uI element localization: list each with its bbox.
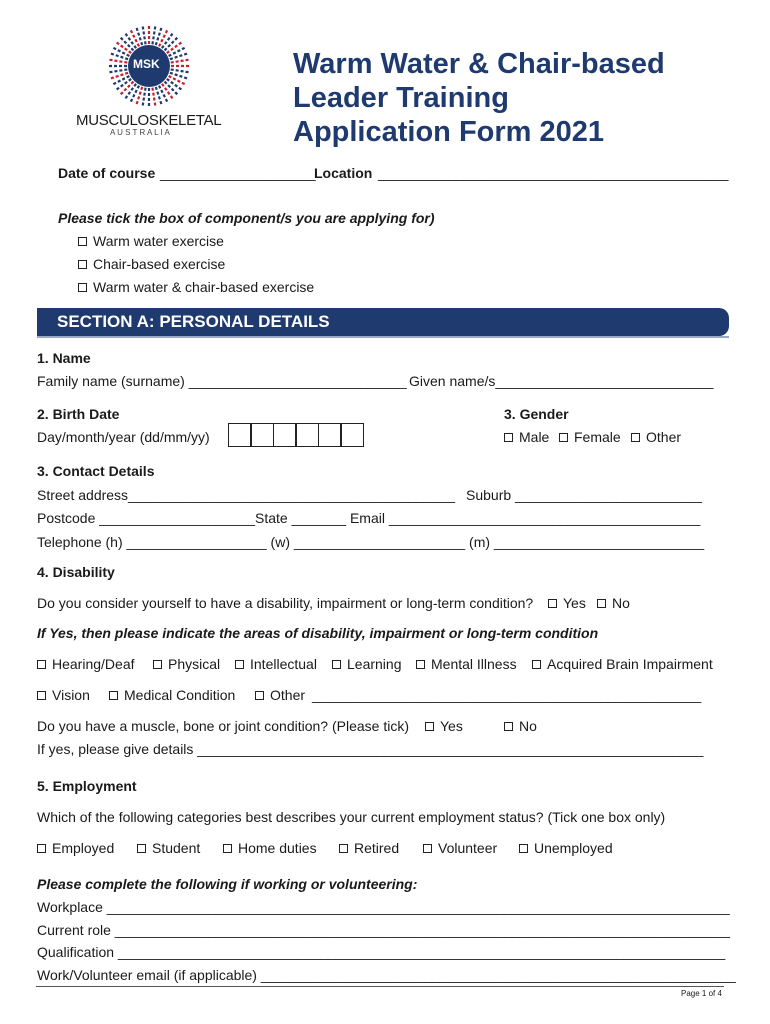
checkbox[interactable]	[504, 722, 513, 731]
option-label: Medical Condition	[124, 687, 236, 703]
workplace-field[interactable]: Workplace ________________________________________________________________________________	[37, 899, 730, 915]
employment-heading: 5. Employment	[37, 778, 137, 794]
page-number: Page 1 of 4	[681, 989, 722, 998]
area-vision[interactable]	[37, 687, 90, 703]
date-digit-box[interactable]	[250, 423, 274, 447]
suburb-field[interactable]: Suburb ________________________	[466, 487, 702, 503]
checkbox[interactable]	[339, 844, 348, 853]
area-physical[interactable]	[153, 656, 220, 672]
logo-badge: MSK	[133, 57, 160, 71]
area-intellectual[interactable]	[235, 656, 317, 672]
employment-student[interactable]	[137, 840, 200, 856]
section-a-banner	[37, 308, 729, 336]
component-option[interactable]	[78, 256, 225, 272]
date-digit-box[interactable]	[318, 423, 342, 447]
disability-areas-heading: If Yes, then please indicate the areas of disability, impairment or long-term condition	[37, 625, 599, 641]
muscle-yes-option[interactable]	[425, 718, 463, 734]
component-option-label: Warm water & chair-based exercise	[93, 279, 315, 295]
checkbox[interactable]	[137, 844, 146, 853]
area-medical[interactable]	[109, 687, 235, 703]
option-label: Hearing/Deaf	[52, 656, 135, 672]
checkbox[interactable]	[78, 283, 87, 292]
family-name-field[interactable]: Family name (surname) ____________________________	[37, 373, 407, 389]
disability-question: Do you consider yourself to have a disability, impairment or long-term condition?	[37, 595, 534, 611]
date-digit-box[interactable]	[295, 423, 319, 447]
option-label: Yes	[563, 595, 586, 611]
date-digit-box[interactable]	[273, 423, 297, 447]
employment-retired[interactable]	[339, 840, 399, 856]
form-title-line1: Warm Water & Chair-based	[293, 48, 665, 80]
checkbox[interactable]	[37, 660, 46, 669]
option-label: Unemployed	[534, 840, 613, 856]
option-label: No	[519, 718, 537, 734]
checkbox[interactable]	[255, 691, 264, 700]
area-other[interactable]	[255, 687, 305, 703]
logo-sub: A U S T R A L I A	[110, 128, 170, 137]
option-label: No	[612, 595, 630, 611]
checkbox[interactable]	[332, 660, 341, 669]
banner-divider	[37, 336, 729, 338]
telephone-field[interactable]: Telephone (h) __________________ (w) ______________________ (m) ___________________________	[37, 534, 705, 550]
area-acquired-brain[interactable]	[532, 656, 713, 672]
disability-yes-option[interactable]	[548, 595, 586, 611]
component-option-label: Chair-based exercise	[93, 256, 226, 272]
birth-date-label: Day/month/year (dd/mm/yy)	[37, 429, 210, 445]
checkbox[interactable]	[425, 722, 434, 731]
option-label: Physical	[168, 656, 221, 672]
option-label: Yes	[440, 718, 463, 734]
employment-home-duties[interactable]	[223, 840, 317, 856]
option-label: Retired	[354, 840, 400, 856]
postcode-state-email-field[interactable]: Postcode ____________________State _______ Email ________________________________________	[37, 510, 701, 526]
gender-option-female[interactable]	[559, 429, 621, 445]
name-heading: 1. Name	[37, 350, 91, 366]
contact-heading: 3. Contact Details	[37, 463, 155, 479]
option-label: Other	[270, 687, 306, 703]
checkbox[interactable]	[78, 260, 87, 269]
course-location-field[interactable]: _____________________________________________	[378, 165, 729, 181]
checkbox[interactable]	[37, 691, 46, 700]
area-learning[interactable]	[332, 656, 402, 672]
date-digit-box[interactable]	[340, 423, 364, 447]
checkbox[interactable]	[597, 599, 606, 608]
course-date-label: Date of course	[58, 165, 156, 181]
checkbox[interactable]	[153, 660, 162, 669]
qualification-field[interactable]: Qualification ______________________________________________________________________________	[37, 944, 726, 960]
checkbox[interactable]	[631, 433, 640, 442]
component-instruction: Please tick the box of component/s you are applying for)	[58, 210, 435, 226]
date-digit-box[interactable]	[228, 423, 252, 447]
gender-option-other[interactable]	[631, 429, 681, 445]
muscle-no-option[interactable]	[504, 718, 537, 734]
current-role-field[interactable]: Current role _______________________________________________________________________________	[37, 922, 730, 938]
option-label: Student	[152, 840, 201, 856]
disability-no-option[interactable]	[597, 595, 630, 611]
checkbox[interactable]	[504, 433, 513, 442]
disability-heading: 4. Disability	[37, 564, 115, 580]
checkbox[interactable]	[423, 844, 432, 853]
muscle-question: Do you have a muscle, bone or joint condition? (Please tick)	[37, 718, 409, 734]
logo	[74, 20, 224, 140]
component-option[interactable]	[78, 233, 224, 249]
option-label: Acquired Brain Impairment	[547, 656, 713, 672]
checkbox[interactable]	[559, 433, 568, 442]
option-label: Employed	[52, 840, 115, 856]
employment-volunteer[interactable]	[423, 840, 497, 856]
employment-employed[interactable]	[37, 840, 114, 856]
option-label: Vision	[52, 687, 90, 703]
working-heading: Please complete the following if working or volunteering:	[37, 876, 418, 892]
checkbox[interactable]	[78, 237, 87, 246]
given-name-field[interactable]: Given name/s____________________________	[409, 373, 714, 389]
birth-date-heading: 2. Birth Date	[37, 406, 120, 422]
form-title-line2: Leader Training	[293, 82, 509, 114]
checkbox[interactable]	[548, 599, 557, 608]
checkbox[interactable]	[109, 691, 118, 700]
option-label: Home duties	[238, 840, 317, 856]
course-location-label: Location	[314, 165, 373, 181]
course-date-field[interactable]: ____________________	[160, 165, 316, 181]
gender-label: Male	[519, 429, 550, 445]
option-label: Learning	[347, 656, 402, 672]
option-label: Mental Illness	[431, 656, 517, 672]
birth-date-boxes[interactable]	[229, 423, 364, 447]
option-label: Volunteer	[438, 840, 498, 856]
checkbox[interactable]	[235, 660, 244, 669]
checkbox[interactable]	[519, 844, 528, 853]
checkbox[interactable]	[223, 844, 232, 853]
component-option[interactable]	[78, 279, 314, 295]
work-email-field[interactable]: Work/Volunteer email (if applicable) _____________________________________________________________	[37, 967, 736, 983]
checkbox[interactable]	[37, 844, 46, 853]
employment-question: Which of the following categories best describes your current employment status? (Tick one box only)	[37, 809, 666, 825]
checkbox[interactable]	[532, 660, 541, 669]
form-title-line3: Application Form 2021	[293, 116, 605, 148]
footer-divider	[36, 986, 724, 987]
details-field[interactable]: If yes, please give details _________________________________________________________________	[37, 741, 704, 757]
employment-unemployed[interactable]	[519, 840, 613, 856]
gender-heading: 3. Gender	[504, 406, 569, 422]
checkbox[interactable]	[416, 660, 425, 669]
gender-label: Female	[574, 429, 621, 445]
street-address-field[interactable]: Street address__________________________________________	[37, 487, 456, 503]
gender-label: Other	[646, 429, 682, 445]
gender-option-male[interactable]	[504, 429, 549, 445]
area-mental-illness[interactable]	[416, 656, 517, 672]
area-other-field[interactable]: __________________________________________________	[312, 687, 702, 703]
area-hearing[interactable]	[37, 656, 135, 672]
option-label: Intellectual	[250, 656, 317, 672]
logo-name: MUSCULOSKELETAL	[76, 112, 222, 129]
section-a-heading: SECTION A: PERSONAL DETAILS	[57, 312, 330, 331]
component-option-label: Warm water exercise	[93, 233, 224, 249]
